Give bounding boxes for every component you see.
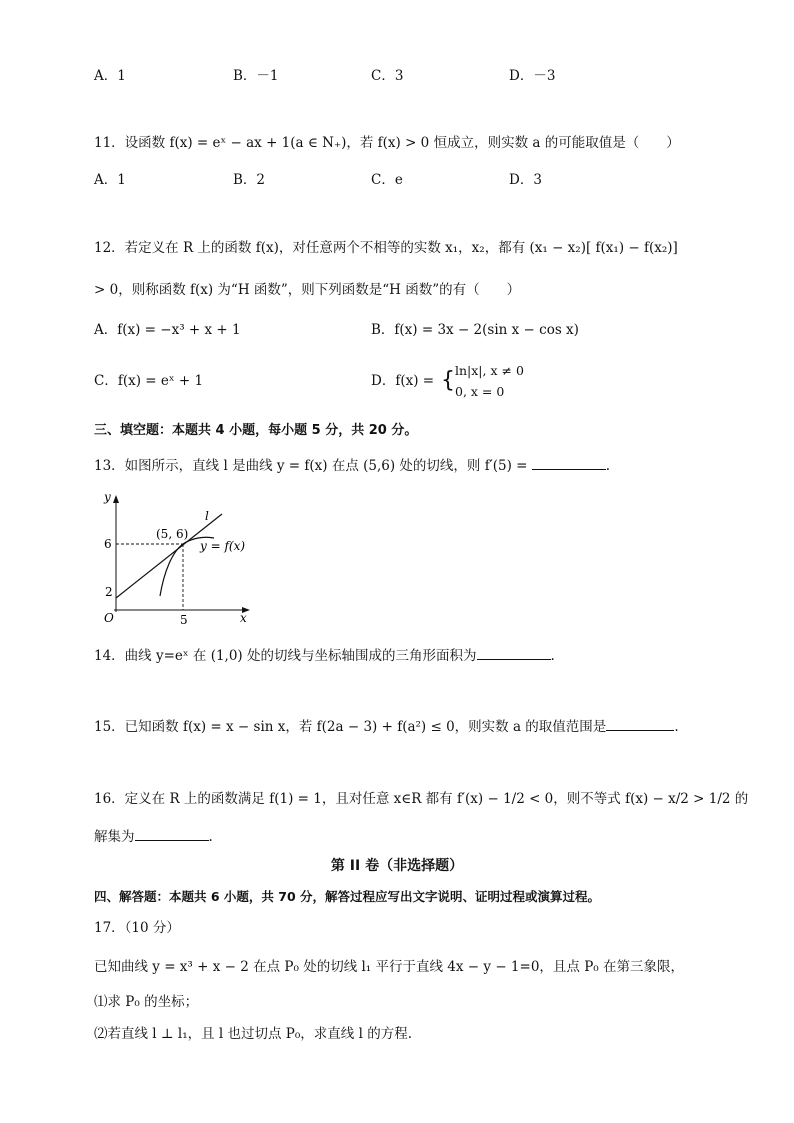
q10-option-c: C．3	[371, 68, 404, 84]
x-axis-label: x	[240, 611, 247, 625]
q14-stem-text: 14．曲线 y=eˣ 在 (1,0) 处的切线与坐标轴围成的三角形面积为	[94, 648, 477, 664]
q13-stem	[94, 455, 610, 476]
q12-option-d-case1: ln|x|, x ≠ 0	[455, 363, 524, 378]
q10-option-d: D．－3	[509, 68, 556, 84]
q12-option-b: B．f(x) = 3x − 2(sin x − cos x)	[371, 322, 579, 338]
q10-option-b: B．－1	[233, 68, 279, 84]
q16-answer-blank[interactable]	[135, 826, 209, 841]
q12-option-d-prefix: D．f(x) =	[371, 373, 435, 389]
q17-head: 17．（10 分）	[94, 920, 180, 936]
q11-option-c: C．e	[371, 172, 403, 188]
q12-option-c: C．f(x) = eˣ + 1	[94, 373, 204, 389]
q12-stem-line1: 12．若定义在 R 上的函数 f(x)，对任意两个不相等的实数 x₁，x₂，都有 (x₁ − x₂)[ f(x₁) − f(x₂)]	[94, 240, 678, 256]
q16-stem-end: .	[208, 829, 213, 845]
tick-2: 2	[105, 585, 113, 599]
tick-6: 6	[104, 537, 112, 551]
q16-stem-line2	[94, 826, 213, 847]
q11-option-a: A．1	[94, 172, 126, 188]
q13-stem-end: .	[605, 458, 611, 474]
q14-stem-end: .	[550, 648, 555, 664]
origin-label: O	[104, 611, 114, 625]
q14-stem	[94, 645, 555, 666]
y-axis-label: y	[104, 490, 111, 504]
tangent-graph	[100, 488, 260, 628]
tick-5: 5	[180, 613, 188, 627]
q12-stem-line2: > 0，则称函数 f(x) 为“H 函数”，则下列函数是“H 函数”的有（ ）	[94, 282, 521, 298]
q12-option-a: A．f(x) = −x³ + x + 1	[94, 322, 241, 338]
q11-stem: 11．设函数 f(x) = eˣ − ax + 1(a ∈ N₊)，若 f(x) > 0 恒成立，则实数 a 的可能取值是（ ）	[94, 135, 680, 151]
section-3-heading: 三、填空题：本题共 4 小题，每小题 5 分，共 20 分。	[94, 423, 418, 438]
curve-label: y = f(x)	[200, 539, 246, 553]
q15-stem	[94, 716, 679, 737]
point-label: (5, 6)	[156, 527, 189, 541]
q14-answer-blank[interactable]	[477, 645, 551, 660]
q17-part-1: ⑴求 P₀ 的坐标；	[94, 994, 199, 1010]
q16-stem-line1: 16．定义在 R 上的函数满足 f(1) = 1，且对任意 x∈R 都有 f′(x) − 1/2 < 0，则不等式 f(x) − x/2 > 1/2 的	[94, 791, 749, 807]
part-2-title: 第 II 卷（非选择题）	[330, 858, 464, 874]
line-label-l: l	[205, 509, 209, 523]
q15-answer-blank[interactable]	[606, 716, 674, 731]
q16-stem-text: 解集为	[94, 829, 135, 845]
q11-option-b: B．2	[233, 172, 266, 188]
q15-stem-end: .	[674, 719, 679, 735]
y-axis-arrow	[113, 495, 119, 503]
q17-part-2: ⑵若直线 l ⊥ l₁，且 l 也过切点 P₀，求直线 l 的方程.	[94, 1026, 412, 1042]
q15-stem-text: 15．已知函数 f(x) = x − sin x，若 f(2a − 3) + f(a²) ≤ 0，则实数 a 的取值范围是	[94, 719, 607, 735]
q13-stem-text: 13．如图所示，直线 l 是曲线 y = f(x) 在点 (5,6) 处的切线，则 f′(5) =	[94, 458, 532, 474]
section-4-heading: 四、解答题：本题共 6 小题，共 70 分，解答过程应写出文字说明、证明过程或演算过程。	[94, 889, 601, 904]
q11-option-d: D．3	[509, 172, 542, 188]
q12-option-d-case2: 0, x = 0	[455, 384, 505, 399]
q10-option-a: A．1	[94, 68, 126, 84]
q12-option-d-brace: {	[441, 368, 455, 393]
q13-answer-blank[interactable]	[532, 455, 606, 470]
q17-stem: 已知曲线 y = x³ + x − 2 在点 P₀ 处的切线 l₁ 平行于直线 4x − y − 1=0，且点 P₀ 在第三象限，	[94, 959, 684, 975]
